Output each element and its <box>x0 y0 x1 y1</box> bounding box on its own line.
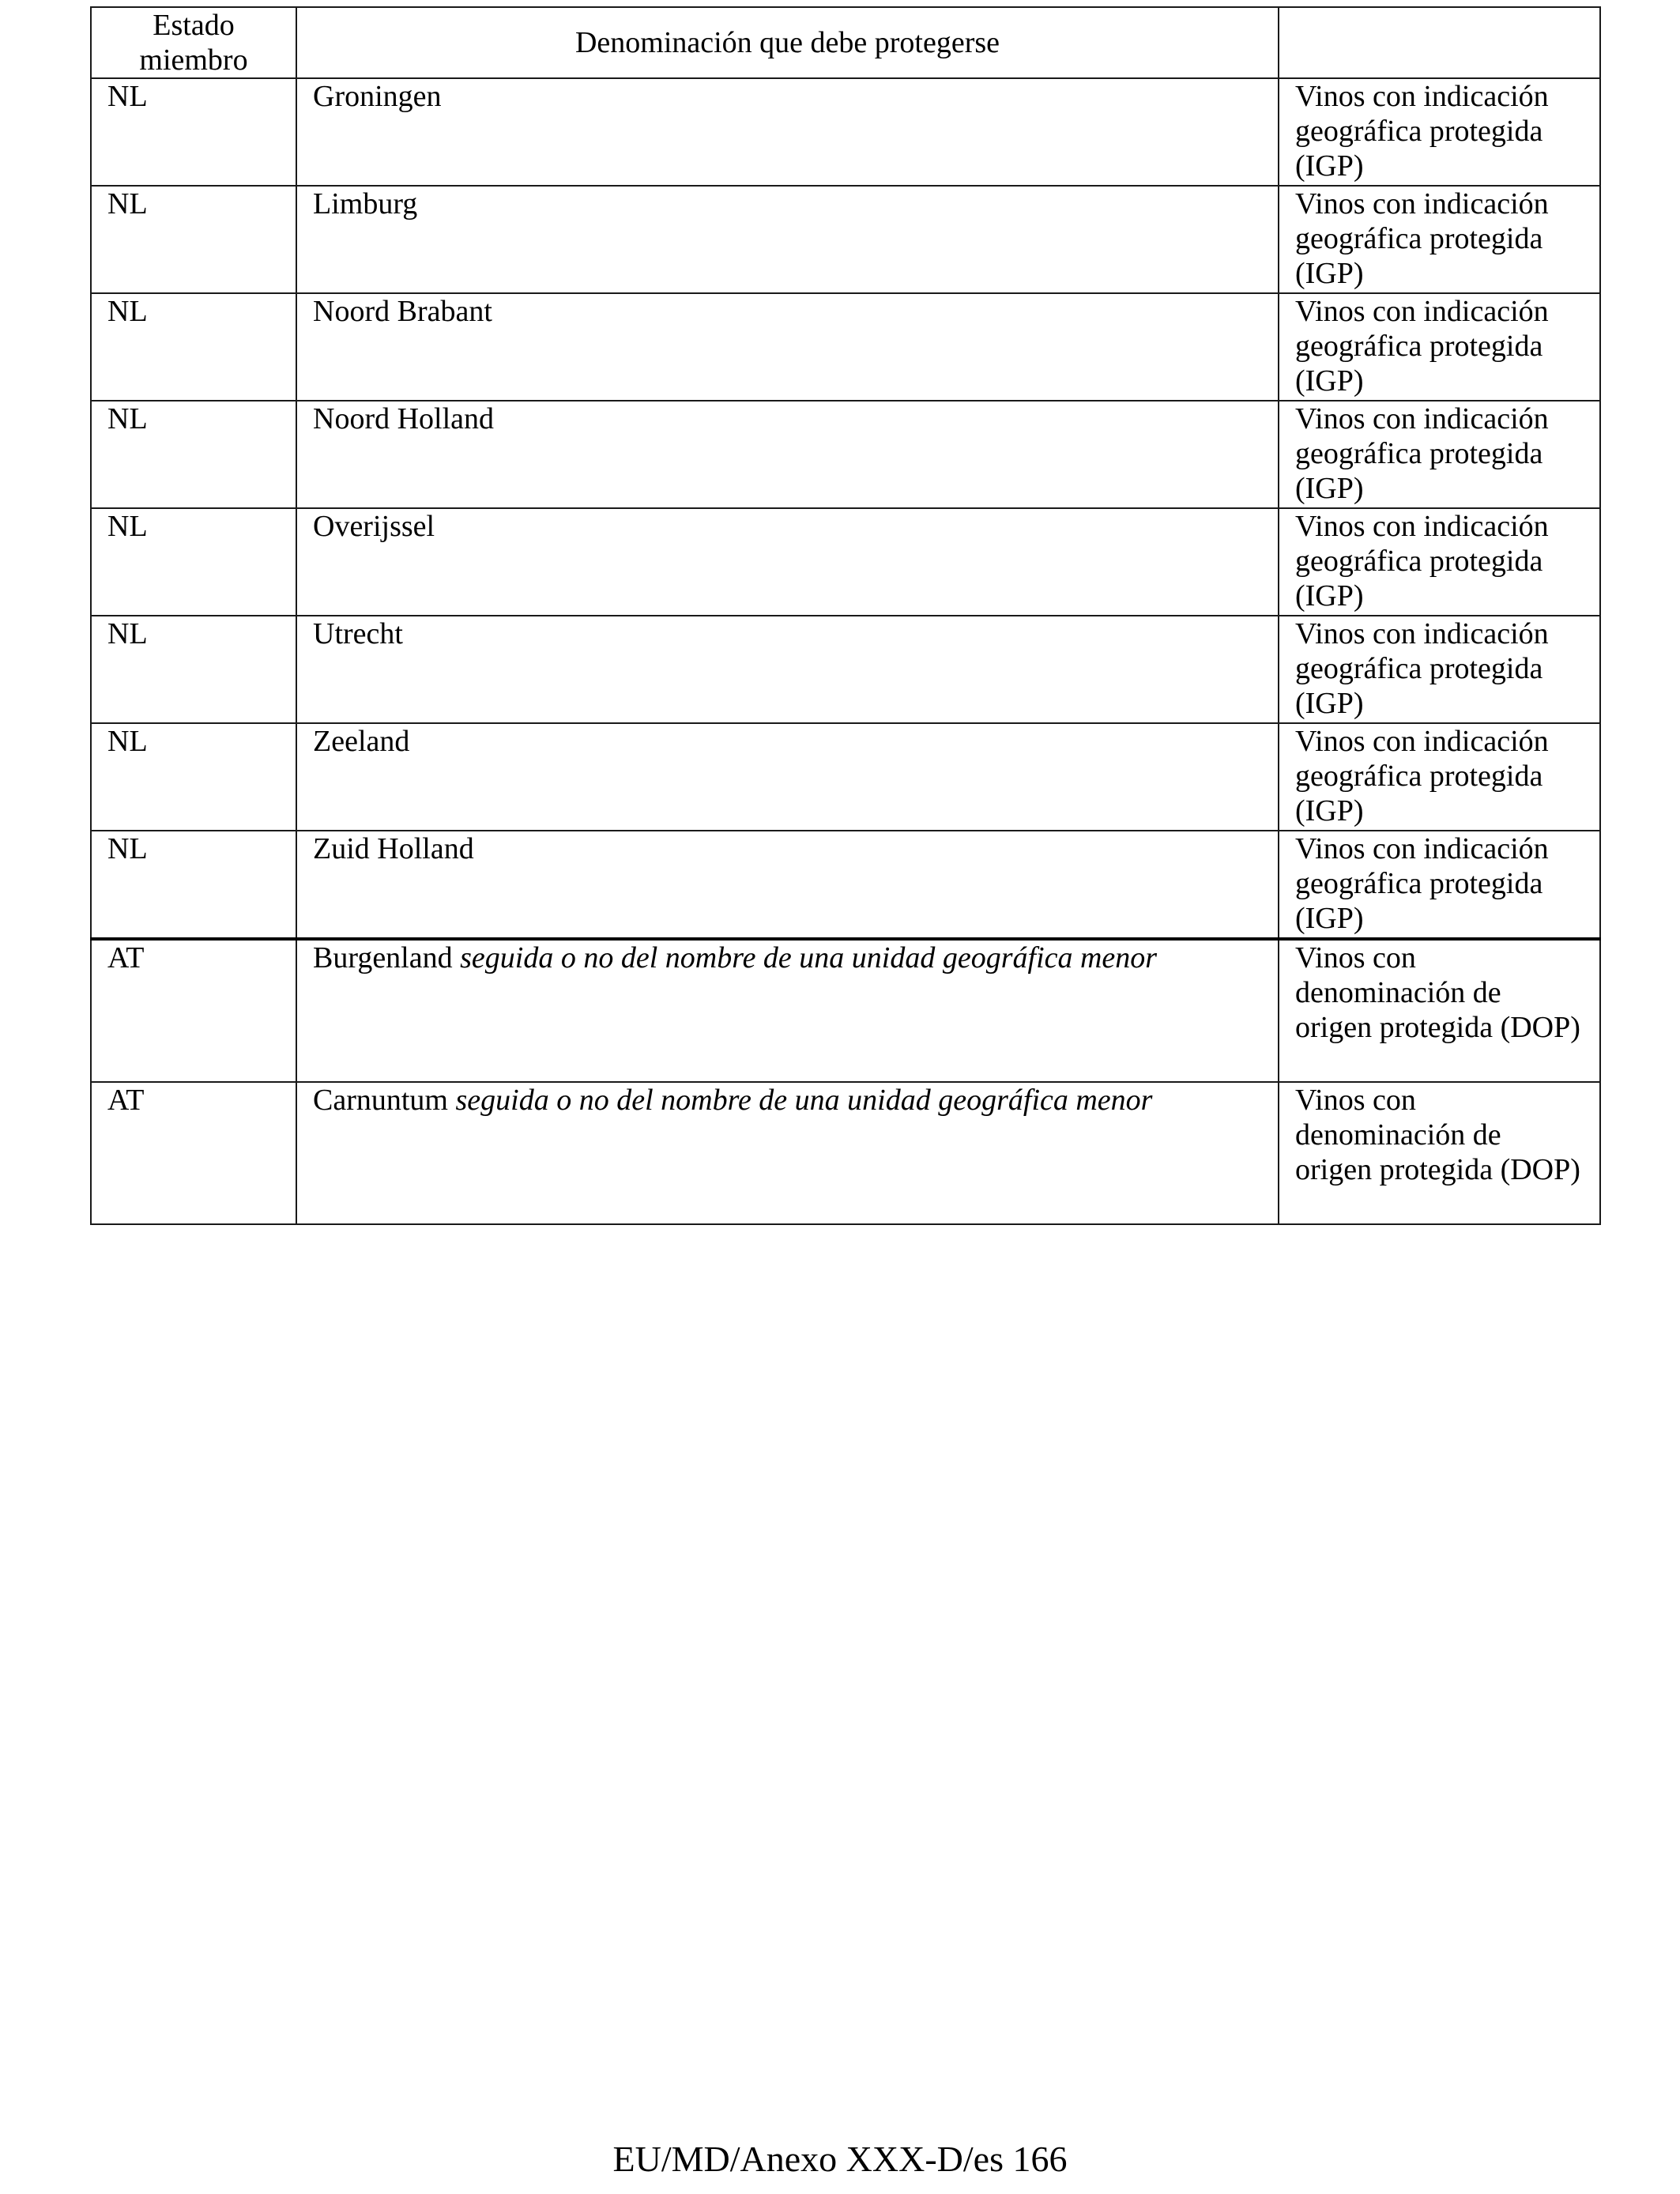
cell-category: Vinos con indicación geográfica protegida (IGP) <box>1279 293 1600 401</box>
cell-denomination <box>296 186 1279 293</box>
table-row <box>91 939 1600 1082</box>
table-row <box>91 78 1600 186</box>
denomination-name: Zeeland <box>313 725 410 758</box>
cell-denomination <box>296 831 1279 939</box>
cell-category: Vinos con denominación de origen protegida (DOP) <box>1279 939 1600 1082</box>
denomination-name: Limburg <box>313 187 418 221</box>
table-row <box>91 723 1600 831</box>
protected-denominations-table <box>90 6 1601 1225</box>
denomination-qualifier: seguida o no del nombre de una unidad geográfica menor <box>460 941 1158 974</box>
denomination-name: Noord Holland <box>313 402 495 435</box>
cell-state: NL <box>91 293 296 401</box>
table-row <box>91 616 1600 723</box>
cell-state: AT <box>91 1082 296 1224</box>
table-row <box>91 508 1600 616</box>
cell-category: Vinos con indicación geográfica protegida (IGP) <box>1279 78 1600 186</box>
cell-category: Vinos con indicación geográfica protegida (IGP) <box>1279 186 1600 293</box>
cell-denomination <box>296 293 1279 401</box>
cell-denomination <box>296 723 1279 831</box>
cell-state: NL <box>91 616 296 723</box>
table-header-row <box>91 7 1600 78</box>
denomination-name: Zuid Holland <box>313 832 474 865</box>
cell-state: NL <box>91 186 296 293</box>
denomination-name: Utrecht <box>313 617 403 650</box>
cell-denomination <box>296 616 1279 723</box>
table-row <box>91 186 1600 293</box>
table-row <box>91 401 1600 508</box>
table-row <box>91 831 1600 939</box>
denomination-name: Overijssel <box>313 510 435 543</box>
cell-state: AT <box>91 939 296 1082</box>
page-footer-reference: EU/MD/Anexo XXX-D/es 166 <box>612 2139 1068 2179</box>
cell-denomination <box>296 401 1279 508</box>
cell-category: Vinos con indicación geográfica protegida (IGP) <box>1279 401 1600 508</box>
denomination-name: Groningen <box>313 80 442 113</box>
cell-denomination <box>296 78 1279 186</box>
denomination-qualifier: seguida o no del nombre de una unidad geográfica menor <box>455 1084 1153 1117</box>
cell-state: NL <box>91 723 296 831</box>
cell-denomination <box>296 939 1279 1082</box>
denomination-name: Noord Brabant <box>313 295 492 328</box>
cell-state: NL <box>91 401 296 508</box>
cell-state: NL <box>91 831 296 939</box>
header-denomination: Denominación que debe protegerse <box>296 7 1279 78</box>
cell-category: Vinos con indicación geográfica protegida (IGP) <box>1279 616 1600 723</box>
denomination-name: Carnuntum <box>313 1084 448 1117</box>
cell-state: NL <box>91 508 296 616</box>
cell-category: Vinos con indicación geográfica protegida (IGP) <box>1279 508 1600 616</box>
cell-state: NL <box>91 78 296 186</box>
cell-category: Vinos con denominación de origen protegida (DOP) <box>1279 1082 1600 1224</box>
header-member-state: Estado miembro <box>91 7 296 78</box>
header-category <box>1279 7 1600 78</box>
cell-denomination <box>296 508 1279 616</box>
table-row <box>91 293 1600 401</box>
cell-category: Vinos con indicación geográfica protegida (IGP) <box>1279 723 1600 831</box>
cell-category: Vinos con indicación geográfica protegida (IGP) <box>1279 831 1600 939</box>
table-row <box>91 1082 1600 1224</box>
cell-denomination <box>296 1082 1279 1224</box>
denomination-name: Burgenland <box>313 941 453 974</box>
